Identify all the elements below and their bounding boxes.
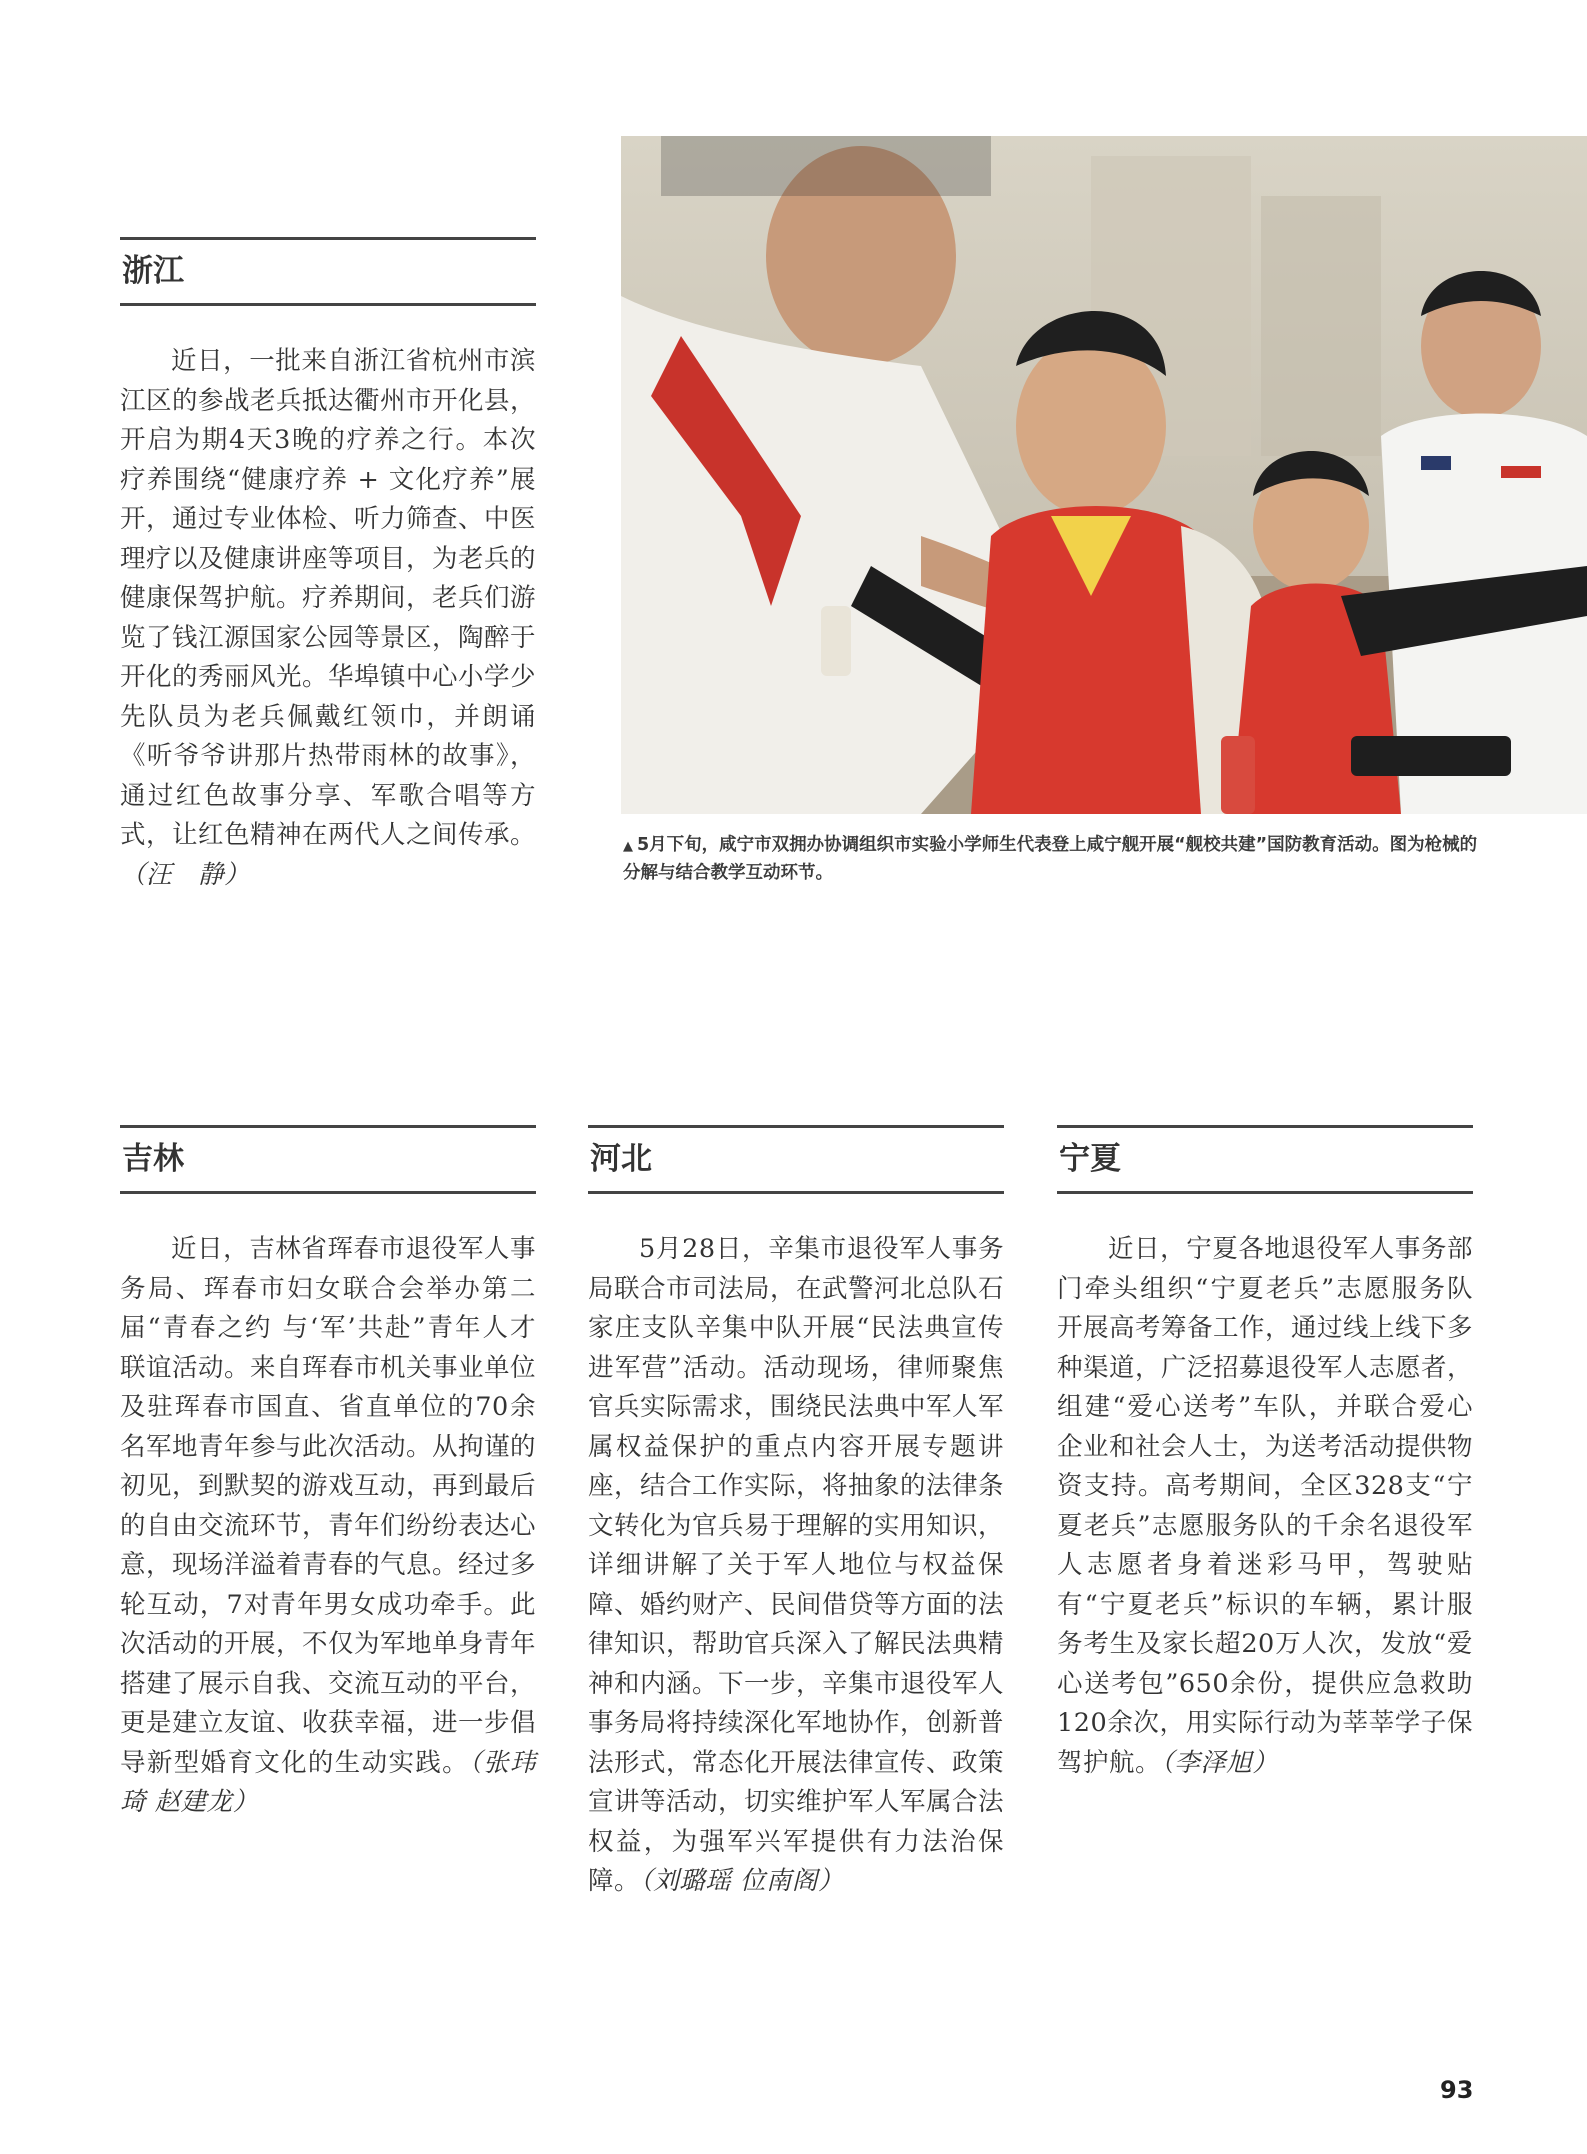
byline: （张玮琦 赵建龙）	[120, 1747, 536, 1817]
body-text: 5月28日，辛集市退役军人事务局联合市司法局，在武警河北总队石家庄支队辛集中队开展“民法典宣传进军营”活动。活动现场，律师聚焦官兵实际需求，围绕民法典中军人军属权益保护的重点内容开展专题讲座，结合工作实际，将抽象的法律条文转化为官兵易于理解的实用知识，详细讲解了关于军人地位与权益保障、婚约财产、民间借贷等方面的法律知识，帮助官兵深入了解民法典精神和内涵。下一步，辛集市退役军人事务局将持续深化军地协作，创新普法形式，常态化开展法律宣传、政策宣讲等活动，切实维护军人军属合法权益，为强军兴军提供有力法治保障。	[588, 1234, 1005, 1896]
section-title: 吉林	[122, 1141, 184, 1177]
article-jilin	[120, 1125, 536, 1823]
photo-block	[621, 136, 1587, 887]
article-hebei	[588, 1125, 1004, 1902]
byline: （李泽旭）	[1161, 1747, 1279, 1778]
body-text: 近日，宁夏各地退役军人事务部门牵头组织“宁夏老兵”志愿服务队开展高考筹备工作，通过线上线下多种渠道，广泛招募退役军人志愿者，组建“爱心送考”车队，并联合爱心企业和社会人士，为送考活动提供物资支持。高考期间，全区328支“宁夏老兵”志愿服务队的千余名退役军人志愿者身着迷彩马甲，驾驶贴有“宁夏老兵”标识的车辆，累计服务考生及家长超20万人次，发放“爱心送考包”650余份，提供应急救助120余次，用实际行动为莘莘学子保驾护航。	[1057, 1234, 1474, 1778]
article-body	[120, 1230, 536, 1823]
body-text: 近日，一批来自浙江省杭州市滨江区的参战老兵抵达衢州市开化县，开启为期4天3晚的疗养之行。本次疗养围绕“健康疗养 + 文化疗养”展开，通过专业体检、听力筛查、中医理疗以及健康讲座等项目，为老兵的健康保驾护航。疗养期间，老兵们游览了钱江源国家公园等景区，陶醉于开化的秀丽风光。华埠镇中心小学少先队员为老兵佩戴红领巾，并朗诵《听爷爷讲那片热带雨林的故事》，通过红色故事分享、军歌合唱等方式，让红色精神在两代人之间传承。	[120, 346, 537, 850]
article-ningxia	[1057, 1125, 1473, 1783]
body-text: 近日，吉林省珲春市退役军人事务局、珲春市妇女联合会举办第二届“青春之约 与‘军’共赴”青年人才联谊活动。来自珲春市机关事业单位及驻珲春市国直、省直单位的70余名军地青年参与此次活动。从拘谨的初见，到默契的游戏互动，再到最后的自由交流环节，青年们纷纷表达心意，现场洋溢着青春的气息。经过多轮互动，7对青年男女成功牵手。此次活动的开展，不仅为军地单身青年搭建了展示自我、交流互动的平台，更是建立友谊、收获幸福，进一步倡导新型婚育文化的生动实践。	[120, 1234, 537, 1778]
byline: （刘璐瑶 位南阁）	[640, 1866, 844, 1896]
bottom-rule	[120, 1191, 536, 1194]
article-body	[120, 342, 536, 895]
article-body	[588, 1230, 1004, 1902]
section-title: 河北	[590, 1141, 652, 1177]
bottom-rule	[120, 303, 536, 306]
bottom-rule	[588, 1191, 1004, 1194]
caption-text: 5月下旬，咸宁市双拥办协调组织市实验小学师生代表登上咸宁舰开展“舰校共建”国防教育活动。图为枪械的分解与结合教学互动环节。	[623, 835, 1478, 883]
page-number: 93	[1440, 2076, 1474, 2104]
caption-triangle-icon: ▲	[623, 839, 633, 854]
news-photo	[621, 136, 1587, 814]
byline: （汪 静）	[120, 859, 251, 890]
bottom-rule	[1057, 1191, 1473, 1194]
section-title: 宁夏	[1059, 1141, 1121, 1177]
article-body	[1057, 1230, 1473, 1783]
photo-caption	[623, 832, 1483, 887]
article-zhejiang	[120, 237, 536, 895]
section-title: 浙江	[122, 253, 184, 289]
